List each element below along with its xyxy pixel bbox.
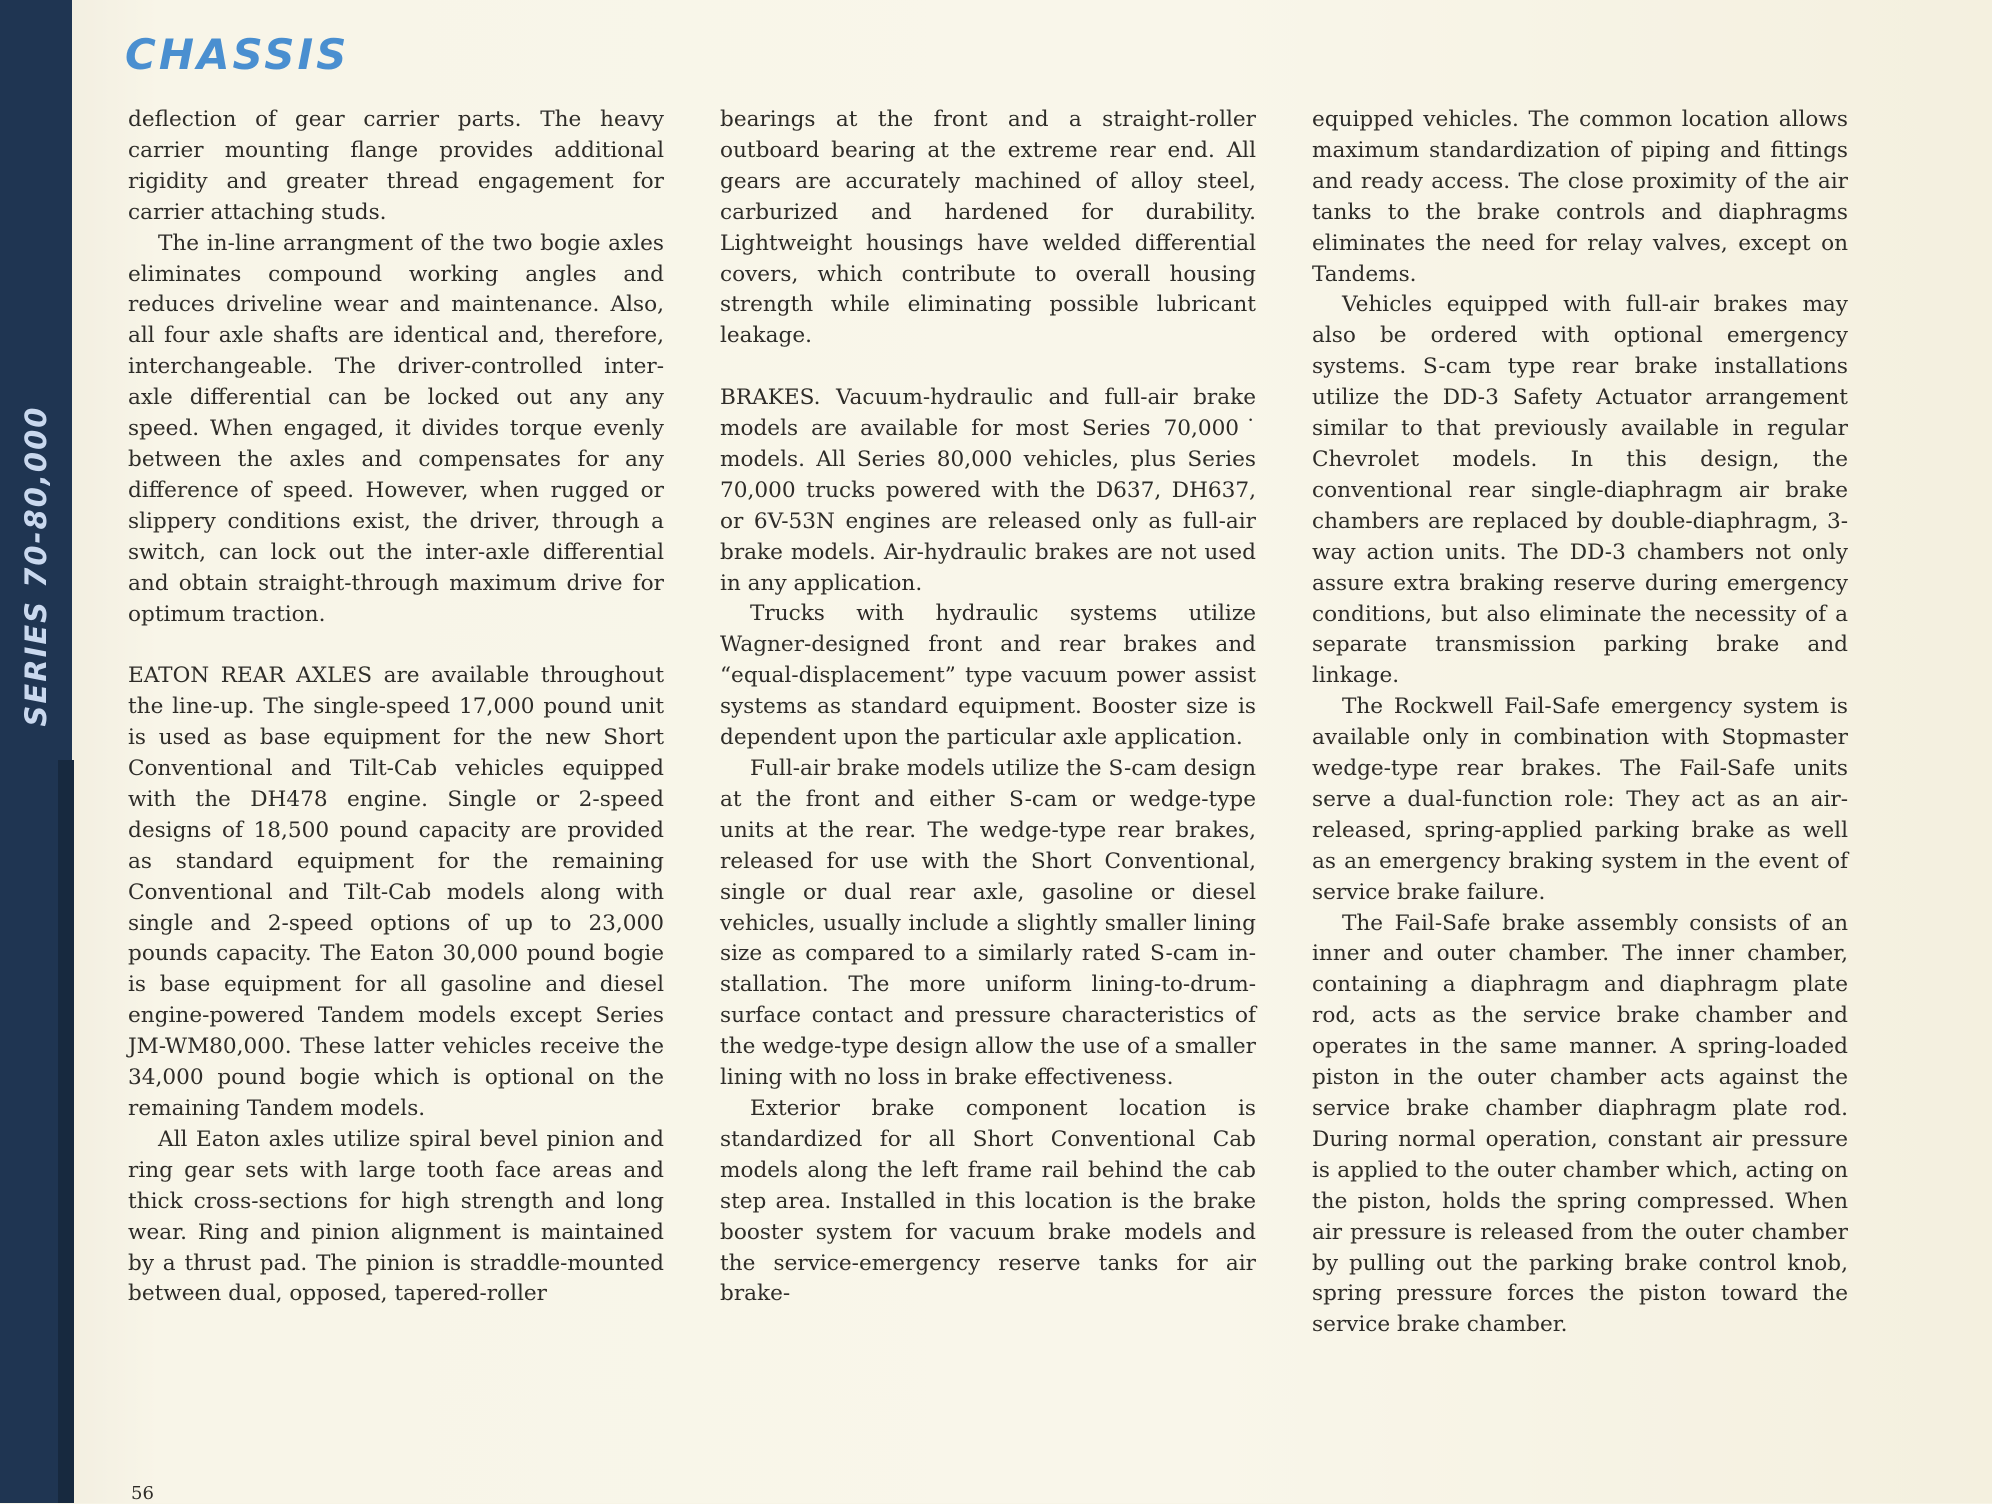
paragraph: EATON REAR AXLES are available throughout the line-up. The single-speed 17,000 pound unit is used as base equipment for the new Short Conventional and Tilt-Cab vehicles equipped with the DH478 engine. Single or 2-speed designs of 18,500 pound capacity are provided as standard equipment for the remaining Conventional and Tilt-Cab models along with single and 2-speed options of up to 23,000 pounds capacity. The Eaton 30,000 pound bogie is base equipment for all gasoline and diesel engine-powered Tandem models except Series JM-WM80,000. These latter vehicles receive the 34,000 pound bogie which is optional on the remaining Tandem models. [128, 663, 664, 1121]
paragraph: The Rockwell Fail-Safe emergency system is available only in combination with Stopmaster wedge-type rear brakes. The Fail-Safe units serve a dual-function role: They act as an air-released, spring-applied parking brake as well as an emergency braking system in the event of service brake failure. [1312, 694, 1848, 905]
text-column-3 [1312, 105, 1848, 1341]
paragraph: All Eaton axles utilize spiral bevel pinion and ring gear sets with large tooth face areas and thick cross-sections for high strength and long wear. Ring and pinion alignment is maintained by a thrust pad. The pinion is straddle-mounted between dual, opposed, tapered-roller [128, 1126, 664, 1307]
text-column-2 [720, 105, 1256, 1310]
paragraph: The in-line arrangment of the two bogie axles eliminates compound working angles and reduces driveline wear and maintenance. Also, all four axle shafts are identical and, therefore, interchangeable. The driver-controlled inter-axle differential can be locked out any any speed. When engaged, it divides torque evenly between the axles and compensates for any difference of speed. However, when rugged or slippery conditions exist, the driver, through a switch, can lock out the inter-axle differential and obtain straight-through maximum drive for optimum traction. [128, 230, 664, 627]
paragraph: BRAKES. Vacuum-hydraulic and full-air brake models are available for most Series 70,000˙ models. All Series 80,000 vehicles, plus Series 70,000 trucks powered with the D637, DH637, or 6V-53N engines are released only as full-air brake models. Air-hydraulic brakes are not used in any application. [720, 385, 1256, 596]
paragraph: The Fail-Safe brake assembly consists of an inner and outer chamber. The inner chamber, containing a diaphragm and diaphragm plate rod, acts as the service brake chamber and operates in the same manner. A spring-loaded piston in the outer chamber acts against the service brake chamber diaphragm plate rod. During normal operation, constant air pressure is applied to the outer chamber which, acting on the piston, holds the spring compressed. When air pressure is released from the outer chamber by pulling out the parking brake control knob, spring pressure forces the piston toward the service brake chamber. [1312, 910, 1848, 1338]
paragraph: Exterior brake component location is standardized for all Short Conventional Cab models along the left frame rail behind the cab step area. Installed in this location is the brake booster system for vacuum brake models and the service-emergency reserve tanks for air brake- [720, 1095, 1256, 1307]
side-tab-edge [58, 760, 74, 1503]
paragraph: deflection of gear carrier parts. The heavy carrier mounting flange provides additional rigidity and greater thread engagement for carrier attaching studs. [128, 107, 664, 225]
paragraph: Trucks with hydraulic systems utilize Wagner-designed front and rear brakes and “equal-displacement” type vacuum power assist systems as standard equipment. Booster size is dependent upon the particular axle application. [720, 601, 1256, 751]
page-number: 56 [131, 1483, 154, 1504]
paragraph: Full-air brake models utilize the S-cam design at the front and either S-cam or wedge-type units at the rear. The wedge-type rear brakes, released for use with the Short Conventional, single or dual rear axle, gasoline or diesel vehicles, usually include a slightly smaller lining size as compared to a similarly rated S-cam installation. The more uniform lining-to-drum-surface contact and pressure characteristics of the wedge-type design allow the use of a smaller lining with no loss in brake effectiveness. [720, 756, 1256, 1091]
section-title: CHASSIS [125, 30, 350, 79]
paragraph: Vehicles equipped with full-air brakes may also be ordered with optional emergency systems. S-cam type rear brake installations utilize the DD-3 Safety Actuator arrangement similar to that previously available in regular Chevrolet models. In this design, the conventional rear single-diaphragm air brake chambers are replaced by double-diaphragm, 3-way action units. The DD-3 chambers not only assure extra braking reserve during emergency conditions, but also eliminate the necessity of a separate transmission parking brake and linkage. [1312, 292, 1848, 689]
series-side-tab [0, 0, 72, 1503]
text-column-1 [128, 105, 664, 1310]
series-tab-label: SERIES 70-80,000 [19, 405, 53, 727]
paragraph: equipped vehicles. The common location allows maximum standardization of piping and fittings and ready access. The close proximity of the air tanks to the brake controls and diaphragms eliminates the need for relay valves, except on Tandems. [1312, 107, 1848, 287]
paragraph: bearings at the front and a straight-roller outboard bearing at the extreme rear end. All gears are accurately machined of alloy steel, carburized and hardened for durability. Lightweight housings have welded differential covers, which contribute to overall housing strength while eliminating possible lubricant leakage. [720, 107, 1256, 349]
